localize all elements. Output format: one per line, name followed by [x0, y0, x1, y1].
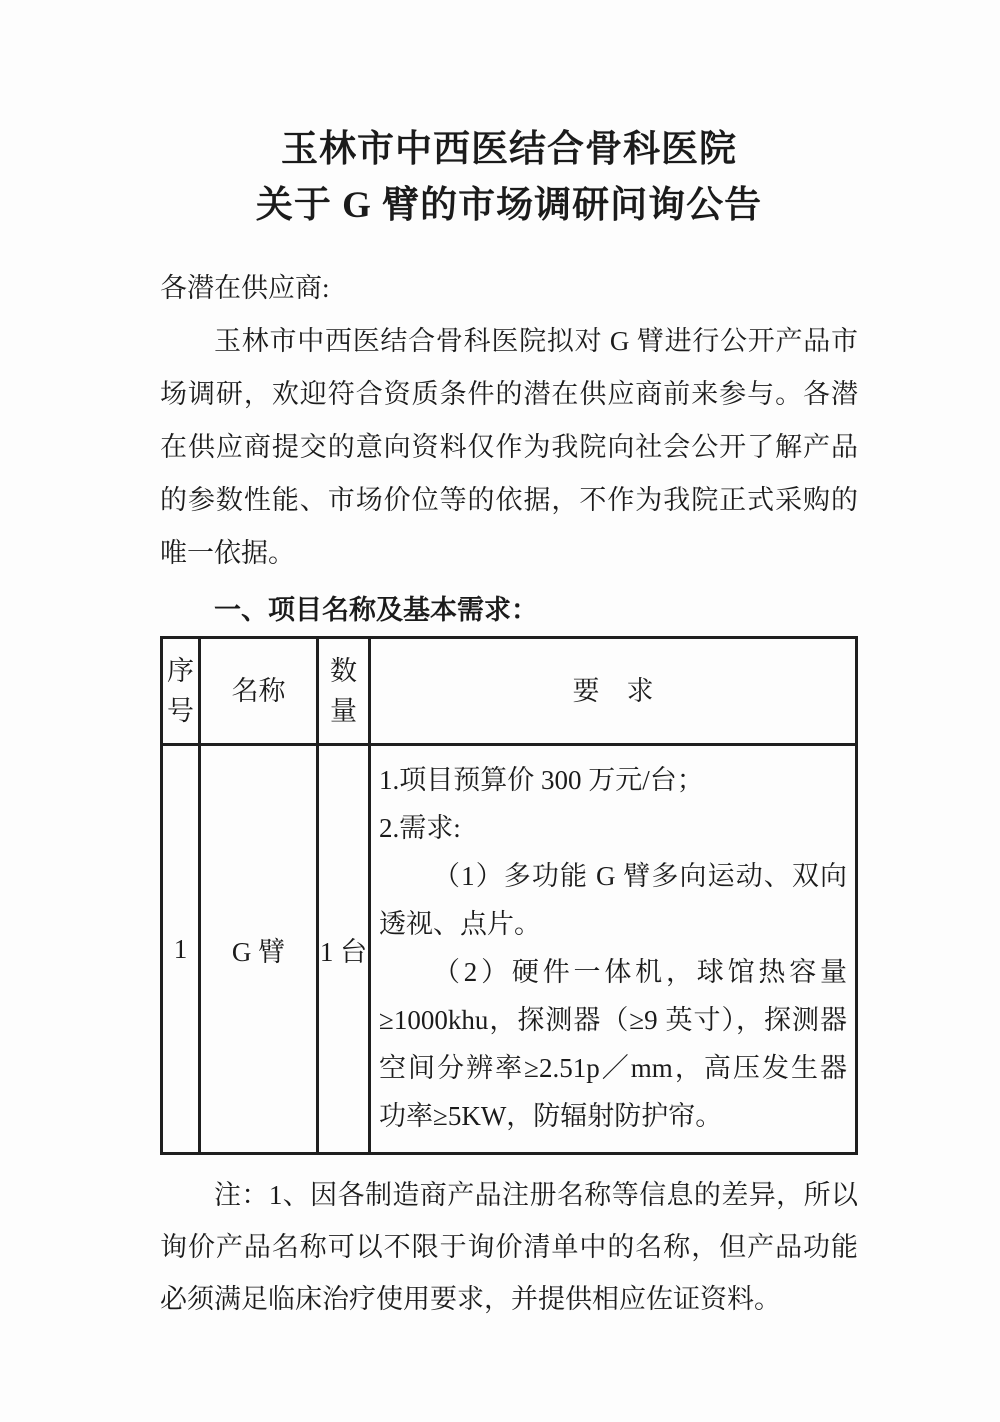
document-title-line2: 关于 G 臂的市场调研问询公告 — [255, 185, 763, 226]
column-header-seq: 序号 — [162, 638, 200, 745]
table-header-row — [162, 638, 857, 745]
cell-name: G 臂 — [200, 745, 318, 1154]
footnote: 注：1、因各制造商产品注册名称等信息的差异，所以询价产品名称可以不限于询价清单中的名称，但产品功能必须满足临床治疗使用要求，并提供相应佐证资料。 — [160, 1180, 858, 1314]
column-header-requirements: 要 求 — [370, 638, 857, 745]
requirement-item-2: （2）硬件一体机，球馆热容量≥1000khu，探测器（≥9 英寸），探测器空间分辨率≥2.51p／mm，高压发生器功率≥5KW，防辐射防护帘。 — [379, 957, 847, 1131]
table-header — [162, 638, 857, 745]
requirements-table — [160, 636, 858, 1155]
requirement-item-1: （1）多功能 G 臂多向运动、双向透视、点片。 — [379, 861, 847, 939]
cell-requirements — [370, 745, 857, 1154]
salutation: 各潜在供应商: — [160, 273, 330, 303]
requirement-line-demand: 2.需求: — [379, 813, 461, 843]
requirement-line-budget: 1.项目预算价 300 万元/台； — [379, 765, 704, 795]
column-header-quantity: 数量 — [318, 638, 370, 745]
intro-paragraph: 玉林市中西医结合骨科医院拟对 G 臂进行公开产品市场调研，欢迎符合资质条件的潜在供应商前来参与。各潜在供应商提交的意向资料仅作为我院向社会公开了解产品的参数性能、市场价位等的依据，不作为我院正式采购的唯一依据。 — [160, 326, 858, 568]
cell-quantity: 1 台 — [318, 745, 370, 1154]
document-title — [160, 122, 858, 234]
section-heading: 一、项目名称及基本需求： — [214, 595, 538, 625]
cell-seq: 1 — [162, 745, 200, 1154]
column-header-name: 名称 — [200, 638, 318, 745]
table-row — [162, 745, 857, 1154]
document-title-line1: 玉林市中西医结合骨科医院 — [281, 129, 737, 170]
